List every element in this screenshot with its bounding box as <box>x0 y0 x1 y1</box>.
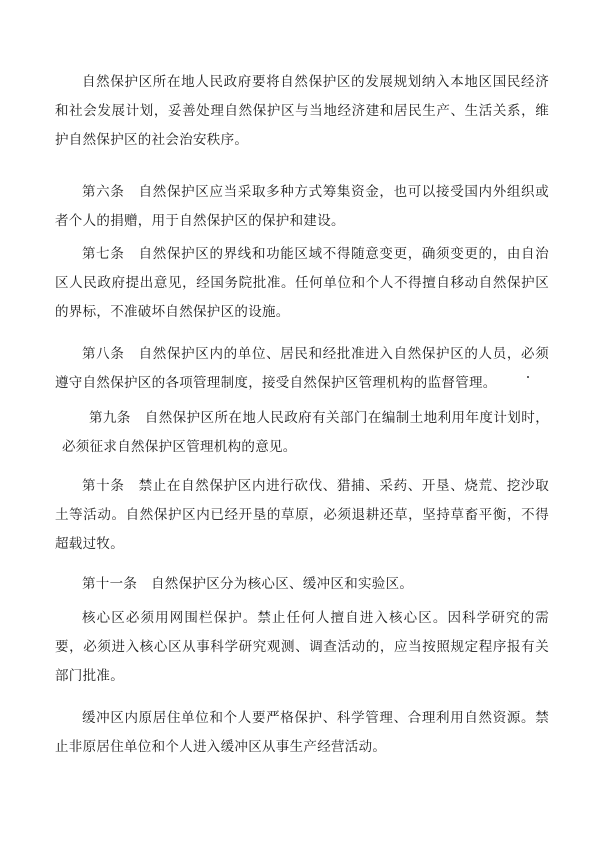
stray-dot-mark <box>527 376 529 378</box>
paragraph-article-6: 第六条 自然保护区应当采取多种方式筹集资金，也可以接受国内外组织或者个人的捐赠，用于自然保护区的保护和建设。 <box>55 184 549 229</box>
paragraph-article-8: 第八条 自然保护区内的单位、居民和经批准进入自然保护区的人员，必须遵守自然保护区的各项管理制度，接受自然保护区管理机构的监督管理。 <box>55 346 549 391</box>
paragraph-core-zone: 核心区必须用网围栏保护。禁止任何人擅自进入核心区。因科学研究的需要，必须进入核心区从事科学研究观测、调查活动的，应当按照规定程序报有关部门批准。 <box>55 610 549 684</box>
paragraph-local-government-planning: 自然保护区所在地人民政府要将自然保护区的发展规划纳入本地区国民经济和社会发展计划，妥善处理自然保护区与当地经济建和居民生产、生活关系，维护自然保护区的社会治安秩序。 <box>55 74 549 148</box>
paragraph-article-11: 第十一条 自然保护区分为核心区、缓冲区和实验区。 <box>82 576 414 592</box>
paragraph-buffer-zone: 缓冲区内原居住单位和个人要严格保护、科学管理、合理利用自然资源。禁止非原居住单位和个人进入缓冲区从事生产经营活动。 <box>55 710 549 755</box>
paragraph-article-10: 第十条 禁止在自然保护区内进行砍伐、猎捕、采药、开垦、烧荒、挖沙取土等活动。自然保护区内已经开垦的草原，必须退耕还草，坚持草畜平衡，不得超载过牧。 <box>55 478 549 552</box>
paragraph-article-7: 第七条 自然保护区的界线和功能区域不得随意变更，确须变更的，由自治区人民政府提出意见，经国务院批准。任何单位和个人不得擅自移动自然保护区的界标，不准破坏自然保护区的设施。 <box>55 246 549 320</box>
paragraph-article-9: 第九条 自然保护区所在地人民政府有关部门在编制土地利用年度计划时，必须征求自然保护区管理机构的意见。 <box>62 410 549 455</box>
